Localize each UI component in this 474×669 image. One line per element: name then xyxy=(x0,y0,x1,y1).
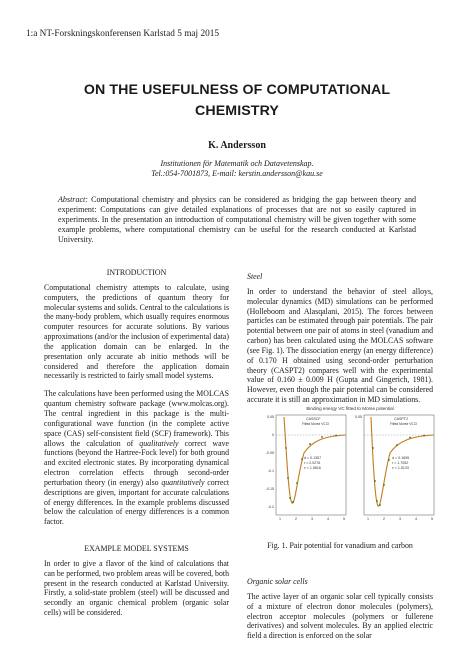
left-point-4 xyxy=(292,501,294,503)
right-point-3 xyxy=(376,500,378,502)
left-column-examples xyxy=(44,544,229,626)
right-ytick-max: 0.05 xyxy=(355,415,362,419)
author-name: K. Andersson xyxy=(208,140,266,151)
pair-potential-plot xyxy=(262,403,438,531)
left-point-6 xyxy=(301,458,303,460)
examples-paragraph: In order to give a flavor of the kind of calculations that can be performed, two problem areas will be covered, both present in the research conducted at Karlstad University. Firstly, a solid-state problem (steel) will be discussed and secondly an organic chemical problem (organic solar cells) will be considered. xyxy=(44,558,229,618)
left-point-8 xyxy=(321,436,323,438)
left-point-3 xyxy=(289,497,291,499)
left-point-1 xyxy=(285,447,287,449)
left-panel-tag: CASSCF xyxy=(306,417,321,421)
steel-paragraph: In order to understand the behavior of steel alloys, molecular dynamics (MD) simulations can be performed (Holleboom and Alasqalani, 2015). The forces between particles can be estimated through pair potentials. The pair potential between one pair of atoms in steel (vanadium and carbon) has been calculated using the MOLCAS software (see Fig. 1). The dissociation energy (an energy difference) of 0.170 H obtained using second-order perturbation theory (CASPT2) compares well with the experimental value of 0.160 ± 0.009 H (Gupta and Gingerich, 1981). However, even though the pair potential can be considered accurate it is still an approximation in MD simulations. xyxy=(247,286,433,405)
left-ytick-1: 0.05 xyxy=(267,415,274,419)
intro-p2-part-a: The calculations have been performed using the MOLCAS quantum chemistry software package (www.molcas.org). The central ingredient in this package is the multi-configurational wave function (in the complete active space (CAS) self-consistent field (SCF) framework). This allows the calculation of xyxy=(44,389,229,448)
left-xtick-2: 2 xyxy=(295,517,297,521)
left-point-7 xyxy=(309,443,311,445)
left-ytick-5: -0.15 xyxy=(265,487,274,491)
examples-heading: EXAMPLE MODEL SYSTEMS xyxy=(84,544,189,553)
paper-title xyxy=(40,80,434,122)
right-point-6 xyxy=(388,459,390,461)
left-legend: Fitted Morse VCCI xyxy=(302,422,330,426)
intro-p2-qualitatively: qualitatively xyxy=(139,438,179,448)
intro-heading: INTRODUCTION xyxy=(106,268,167,277)
right-point-7 xyxy=(396,444,398,446)
running-header: 1:a NT-Forskningskonferensen Karlstad 5 maj 2015 xyxy=(26,29,220,39)
left-param-r: r = 2.0276 xyxy=(304,461,321,465)
left-ytick-3: -0.05 xyxy=(265,451,274,455)
left-ytick-2: 0 xyxy=(272,433,274,437)
organic-paragraph: The active layer of an organic solar cell typically consists of a mixture of electron donor molecules (polymers), electron acceptor molecules (polymers or fullerene derivatives) and solvent molecules. By an applied electric field a direction is enforced on the solar xyxy=(247,591,433,641)
left-param-d: d = 0.1357 xyxy=(304,456,322,460)
left-ytick-4: -0.1 xyxy=(267,469,274,473)
right-column-steel xyxy=(247,272,433,413)
left-param-v: v = 1.5816 xyxy=(304,466,321,470)
right-xtick-2: 2 xyxy=(383,517,385,521)
affiliation xyxy=(0,159,474,179)
affiliation-line-1: Institutionen för Matematik och Datavetenskap. xyxy=(160,159,314,168)
right-legend: Fitted Morse VCCI xyxy=(390,422,418,426)
left-xtick-1: 1 xyxy=(279,517,281,521)
intro-p2-part-b: correct wave functions (beyond the Hartree-Fock level) for both ground and excited electronic states. By incorporating dynamical electron correlation effects through second-order perturbation theory (in energy) also xyxy=(44,438,229,487)
left-point-5 xyxy=(296,482,298,484)
figure-title: Binding energy VC fitted to Morse potential xyxy=(306,406,394,411)
left-point-2 xyxy=(287,477,289,479)
right-param-v: v = 1.5133 xyxy=(392,466,409,470)
right-point-9 xyxy=(423,435,425,437)
left-point-9 xyxy=(335,435,337,437)
right-panel-frame xyxy=(364,415,434,515)
right-point-2 xyxy=(374,480,376,482)
right-xtick-4: 4 xyxy=(415,517,417,521)
figure-pair-potential xyxy=(262,403,438,531)
right-point-8 xyxy=(409,437,411,439)
intro-paragraph-1: Computational chemistry attempts to calculate, using computers, the predictions of quantum theory for molecular systems and solids. Central to the calculations is the many-body problem, which usually requires enormous computer resources for accurate solutions. By various approximations (and/or the inclusion of experimental data) the application domain can be enlarged. In the presentation only accurate ab initio methods will be considered and therefore the application domain necessarily is restricted to fairly small model systems. xyxy=(44,282,229,381)
left-panel-frame xyxy=(276,415,346,515)
left-ytick-6: -0.2 xyxy=(267,505,274,509)
right-column-organic xyxy=(247,577,433,649)
right-point-1 xyxy=(372,447,374,449)
abstract-text: Computational chemistry and physics can be considered as bridging the gap between theory and experiment: Computations can give detailed explanations of processes that are not so easily captured in experiments. In the presentation an introduction of computational chemistry will be given together with some example problems, where computational chemistry can be useful for the research conducted at Karlstad University. xyxy=(58,195,416,245)
abstract xyxy=(58,195,416,245)
title-line-1: ON THE USEFULNESS OF COMPUTATIONAL xyxy=(83,82,391,98)
right-panel-tag: CASPT2 xyxy=(394,417,408,421)
right-param-d: d = 0.1695 xyxy=(392,456,410,460)
figure-caption: Fig. 1. Pair potential for vanadium and carbon xyxy=(267,541,413,550)
right-point-5 xyxy=(383,484,385,486)
abstract-label: Abstract: xyxy=(58,195,88,204)
right-xtick-1: 1 xyxy=(367,517,369,521)
intro-paragraph-2 xyxy=(44,389,229,527)
title-line-2: CHEMISTRY xyxy=(195,103,279,119)
left-xtick-4: 4 xyxy=(327,517,329,521)
intro-p2-part-c: correct descriptions are given, important for accurate calculations of energy differences. In the example problems discussed below the calculation of energy differences is a common factor. xyxy=(44,477,229,527)
right-point-4 xyxy=(379,504,381,506)
left-column xyxy=(44,268,229,535)
left-xtick-3: 3 xyxy=(311,517,313,521)
left-xtick-5: 5 xyxy=(343,517,345,521)
intro-p2-quantitatively: quantitatively xyxy=(161,477,205,487)
right-xtick-5: 5 xyxy=(431,517,433,521)
affiliation-line-2: Tel.:054-7001873, E-mail: kerstin.andersson@kau.se xyxy=(151,169,323,178)
right-xtick-3: 3 xyxy=(399,517,401,521)
steel-heading: Steel xyxy=(247,272,263,281)
right-param-r: r = 1.7052 xyxy=(392,461,409,465)
organic-heading: Organic solar cells xyxy=(247,577,308,586)
right-data-points xyxy=(372,435,425,506)
